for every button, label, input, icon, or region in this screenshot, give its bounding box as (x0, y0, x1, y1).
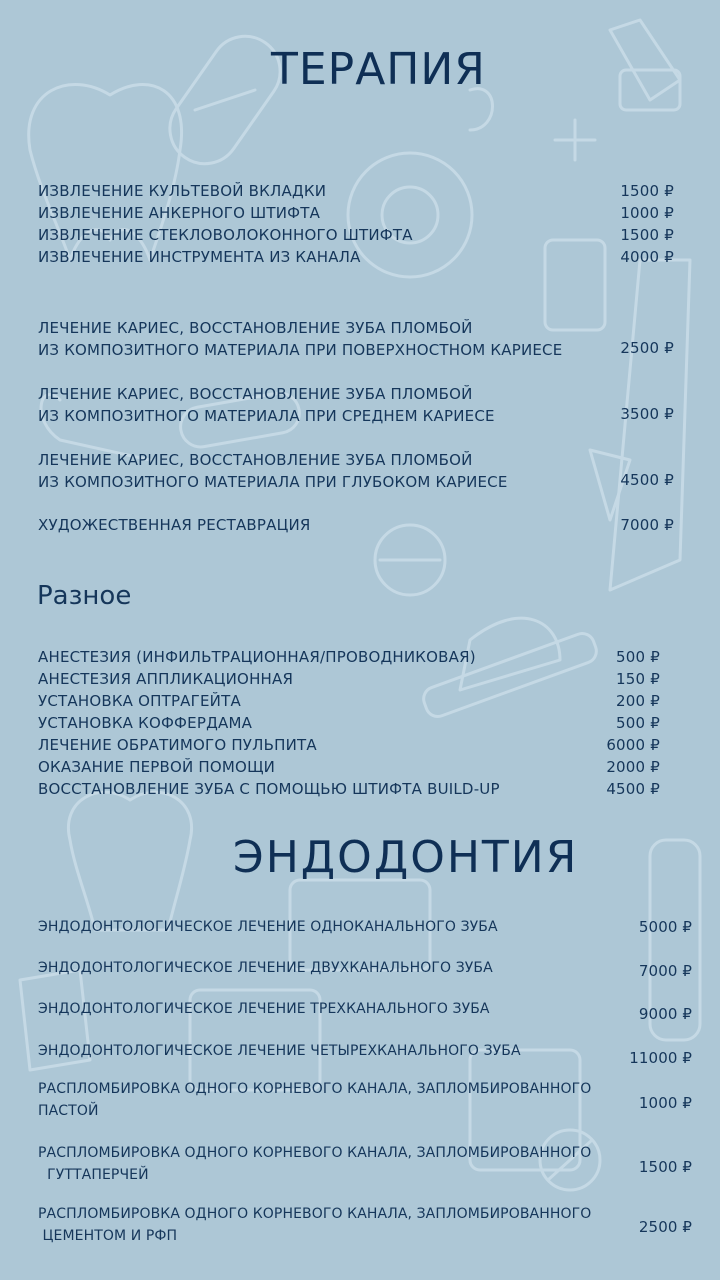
therapy-title: ТЕРАПИЯ (271, 44, 486, 95)
service-price: 7000 ₽ (638, 962, 692, 980)
service-price: 4000 ₽ (620, 248, 674, 266)
service-name: ЭНДОДОНТОЛОГИЧЕСКОЕ ЛЕЧЕНИЕ ДВУХКАНАЛЬНОГО ЗУБА (38, 960, 493, 976)
service-name: УСТАНОВКА ОПТРАГЕЙТА (38, 692, 241, 710)
service-price: 9000 ₽ (638, 1005, 692, 1023)
service-price: 500 ₽ (616, 714, 660, 732)
service-price: 2500 ₽ (620, 339, 674, 357)
service-price: 1500 ₽ (638, 1158, 692, 1176)
service-price: 4500 ₽ (606, 780, 660, 798)
endo-title: ЭНДОДОНТИЯ (233, 832, 579, 883)
misc-title: Разное (37, 581, 132, 611)
service-name: ЛЕЧЕНИЕ КАРИЕС, ВОССТАНОВЛЕНИЕ ЗУБА ПЛОМБОЙ ИЗ КОМПОЗИТНОГО МАТЕРИАЛА ПРИ ГЛУБОКОМ КАРИЕСЕ (38, 451, 508, 491)
service-name: ВОССТАНОВЛЕНИЕ ЗУБА С ПОМОЩЬЮ ШТИФТА BUILD-UP (38, 780, 500, 798)
service-price: 5000 ₽ (638, 918, 692, 936)
service-price: 200 ₽ (616, 692, 660, 710)
service-name: ЭНДОДОНТОЛОГИЧЕСКОЕ ЛЕЧЕНИЕ ТРЕХКАНАЛЬНОГО ЗУБА (38, 1001, 490, 1017)
service-name: РАСПЛОМБИРОВКА ОДНОГО КОРНЕВОГО КАНАЛА, ЗАПЛОМБИРОВАННОГО ЦЕМЕНТОМ И РФП (38, 1206, 592, 1244)
service-name: ЭНДОДОНТОЛОГИЧЕСКОЕ ЛЕЧЕНИЕ ОДНОКАНАЛЬНОГО ЗУБА (38, 919, 498, 935)
service-price: 2500 ₽ (638, 1218, 692, 1236)
service-name: ЛЕЧЕНИЕ КАРИЕС, ВОССТАНОВЛЕНИЕ ЗУБА ПЛОМБОЙ ИЗ КОМПОЗИТНОГО МАТЕРИАЛА ПРИ СРЕДНЕМ КАРИЕСЕ (38, 385, 495, 425)
service-name: ОКАЗАНИЕ ПЕРВОЙ ПОМОЩИ (38, 758, 276, 776)
service-price: 11000 ₽ (629, 1049, 692, 1067)
service-price: 1500 ₽ (620, 182, 674, 200)
service-name: РАСПЛОМБИРОВКА ОДНОГО КОРНЕВОГО КАНАЛА, ЗАПЛОМБИРОВАННОГО ГУТТАПЕРЧЕЙ (38, 1145, 592, 1183)
service-name: АНЕСТЕЗИЯ (ИНФИЛЬТРАЦИОННАЯ/ПРОВОДНИКОВАЯ) (38, 648, 476, 666)
service-name: ЭНДОДОНТОЛОГИЧЕСКОЕ ЛЕЧЕНИЕ ЧЕТЫРЕХКАНАЛЬНОГО ЗУБА (38, 1043, 521, 1059)
service-name: АНЕСТЕЗИЯ АППЛИКАЦИОННАЯ (38, 670, 294, 688)
service-name: ЛЕЧЕНИЕ КАРИЕС, ВОССТАНОВЛЕНИЕ ЗУБА ПЛОМБОЙ ИЗ КОМПОЗИТНОГО МАТЕРИАЛА ПРИ ПОВЕРХНОСТНОМ КАРИЕСЕ (38, 319, 563, 359)
service-name: ХУДОЖЕСТВЕННАЯ РЕСТАВРАЦИЯ (38, 516, 311, 534)
service-price: 7000 ₽ (620, 516, 674, 534)
service-name: ИЗВЛЕЧЕНИЕ АНКЕРНОГО ШТИФТА (38, 204, 321, 222)
service-name: УСТАНОВКА КОФФЕРДАМА (38, 714, 253, 732)
service-price: 2000 ₽ (606, 758, 660, 776)
service-name: ЛЕЧЕНИЕ ОБРАТИМОГО ПУЛЬПИТА (38, 736, 317, 754)
service-price: 150 ₽ (616, 670, 660, 688)
service-name: РАСПЛОМБИРОВКА ОДНОГО КОРНЕВОГО КАНАЛА, ЗАПЛОМБИРОВАННОГО ПАСТОЙ (38, 1081, 592, 1119)
service-price: 3500 ₽ (620, 405, 674, 423)
service-price: 1500 ₽ (620, 226, 674, 244)
service-price: 6000 ₽ (606, 736, 660, 754)
service-price: 500 ₽ (616, 648, 660, 666)
service-price: 4500 ₽ (620, 471, 674, 489)
service-price: 1000 ₽ (638, 1094, 692, 1112)
service-name: ИЗВЛЕЧЕНИЕ КУЛЬТЕВОЙ ВКЛАДКИ (38, 182, 327, 200)
service-name: ИЗВЛЕЧЕНИЕ СТЕКЛОВОЛОКОННОГО ШТИФТА (38, 226, 413, 244)
service-name: ИЗВЛЕЧЕНИЕ ИНСТРУМЕНТА ИЗ КАНАЛА (38, 248, 361, 266)
service-price: 1000 ₽ (620, 204, 674, 222)
